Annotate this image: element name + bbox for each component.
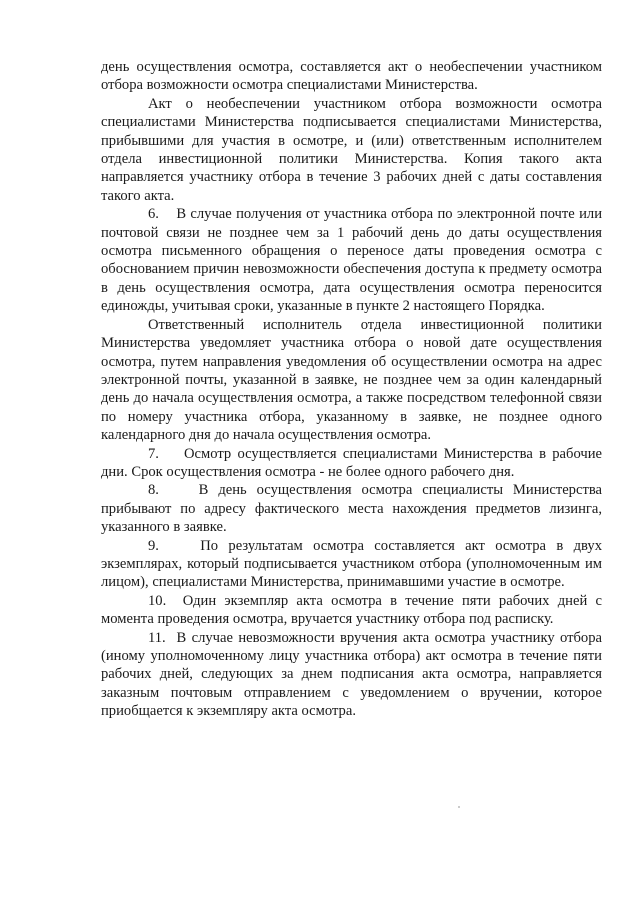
paragraph-continuation: день осуществления осмотра, составляется акт о необеспечении участником отбора возможности осмотра специалистами Министерства. <box>101 59 602 94</box>
paragraph-item-6: 6. В случае получения от участника отбора по электронной почте или почтовой связи не позднее чем за 1 рабочий день до даты осуществления осмотра письменного обращения о переносе даты проведения осмотра с обоснованием причин невозможности обеспечения доступа к предмету осмотра в день осуществления осмотра, дата осуществления осмотра переносится единожды, учитывая сроки, указанные в пункте 2 настоящего Порядка. <box>101 206 602 315</box>
paragraph-act-signing: Акт о необеспечении участником отбора возможности осмотра специалистами Министерства подписывается специалистами Министерства, прибывшими для участия в осмотре, и (или) ответственным исполнителем отдела инвестиционной политики Министерства. Копия такого акта направляется участнику отбора в течение 3 рабочих дней с даты составления такого акта. <box>101 95 602 204</box>
document-body <box>101 58 602 721</box>
paragraph-item-10: 10. Один экземпляр акта осмотра в течение пяти рабочих дней с момента проведения осмотра, вручается участнику отбора под расписку. <box>101 592 602 628</box>
paragraph-item-9: 9. По результатам осмотра составляется акт осмотра в двух экземплярах, который подписывается участником отбора (уполномоченным им лицом), специалистами Министерства, принимавшими участие в осмотре. <box>101 537 602 591</box>
scan-speck <box>458 806 460 808</box>
paragraph-item-8: 8. В день осуществления осмотра специалисты Министерства прибывают по адресу фактического места нахождения предметов лизинга, указанного в заявке. <box>101 482 602 536</box>
paragraph-item-7: 7. Осмотр осуществляется специалистами Министерства в рабочие дни. Срок осуществления осмотра - не более одного рабочего дня. <box>101 445 602 480</box>
paragraph-item-11: 11. В случае невозможности вручения акта осмотра участнику отбора (иному уполномоченному лицу участника отбора) акт осмотра в течение пяти рабочих дней, следующих за днем подписания акта осмотра, направляется заказным почтовым отправлением с уведомлением о вручении, которое приобщается к экземпляру акта осмотра. <box>101 629 602 720</box>
paragraph-notification: Ответственный исполнитель отдела инвестиционной политики Министерства уведомляет участника отбора о новой дате осуществления осмотра, путем направления уведомления об осуществлении осмотра на адрес электронной почты, указанной в заявке, не позднее чем за один календарный день до начала осуществления осмотра, а также посредством телефонной связи по номеру участника отбора, указанному в заявке, не позднее одного календарного дня до начала осуществления осмотра. <box>101 316 602 444</box>
